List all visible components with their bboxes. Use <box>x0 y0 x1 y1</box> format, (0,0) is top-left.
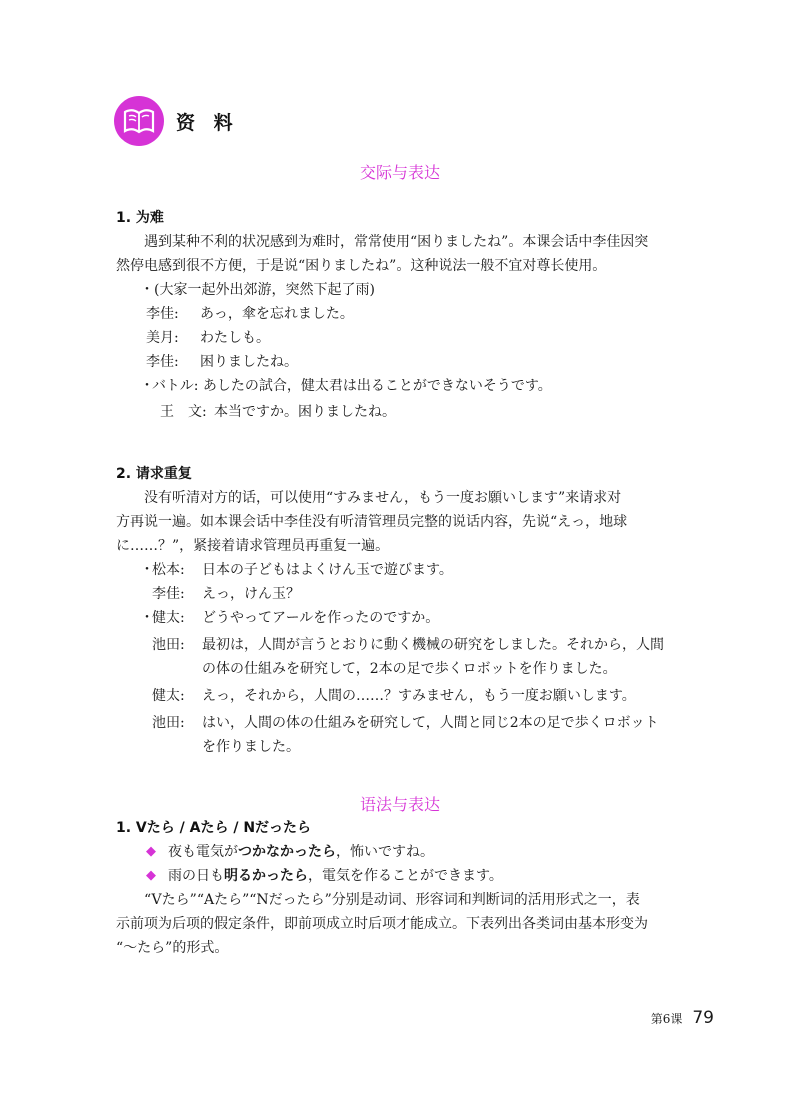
utterance-line: 最初は，人間が言うとおりに動く機械の研究をしました。それから，人間 <box>202 637 664 653</box>
bullet: ・ <box>140 562 154 578</box>
utterance: 日本の子どもはよくけん玉で遊びます。 <box>202 562 453 578</box>
dialogue-line <box>116 582 728 606</box>
dialogue-line <box>116 633 728 681</box>
section-badge <box>114 96 239 146</box>
utterance: えっ，けん玉？ <box>202 586 300 602</box>
utterance: あっ，傘を忘れました。 <box>200 306 354 322</box>
paragraph-line: に……？”，紧接着请求管理员再重复一遍。 <box>116 538 390 554</box>
speaker: 池田: <box>152 715 185 731</box>
dialogue-line <box>116 350 728 374</box>
paragraph-line: 没有听清对方的话，可以使用“すみません，もう一度お願いします”来请求对 <box>144 490 622 506</box>
speaker: 李佳: <box>152 586 185 602</box>
paragraph-line: 方再说一遍。如本课会话中李佳没有听清管理员完整的说话内容，先说“えっ，地球 <box>116 514 628 530</box>
sentence-part: 雨の日も <box>168 868 224 884</box>
diamond-bullet-icon: ◆ <box>146 844 156 859</box>
dialogue-line <box>116 684 728 708</box>
topic-request-repeat <box>116 462 728 759</box>
open-book-icon <box>114 96 164 146</box>
utterance: 本当ですか。困りましたね。 <box>214 404 396 420</box>
topic-title: 2. 请求重复 <box>116 466 192 482</box>
speaker: 池田: <box>152 637 185 653</box>
utterance-line: の体の仕組みを研究して，2本の足で歩くロボットを作りました。 <box>202 661 617 677</box>
utterance: わたしも。 <box>200 330 270 346</box>
dialogue-line <box>116 558 728 582</box>
section-heading-communication: 交际与表达 <box>359 163 440 182</box>
speaker: 美月: <box>146 330 179 346</box>
topic-title: 1. 为难 <box>116 210 164 226</box>
example-sentence <box>116 840 728 864</box>
lesson-label: 第6课 <box>650 1012 683 1026</box>
diamond-bullet-icon: ◆ <box>146 868 156 883</box>
dialogue-line <box>116 606 728 630</box>
page-footer <box>651 1008 714 1028</box>
paragraph-line: 遇到某种不利的状况感到为难时，常常使用“困りましたね”。本课会话中李佳因突 <box>144 234 649 250</box>
sentence-part: ，電気を作ることができます。 <box>308 868 503 884</box>
dialogue-line <box>116 326 728 350</box>
example-context <box>116 278 728 302</box>
paragraph-line: 然停电感到很不方便，于是说“困りましたね”。这种说法一般不宜对尊长使用。 <box>116 258 607 274</box>
page-number: 79 <box>692 1008 714 1028</box>
dialogue-line <box>116 302 728 326</box>
topic-tara-conditional <box>116 816 728 960</box>
paragraph-line: 示前项为后项的假定条件，即前项成立时后项才能成立。下表列出各类词由基本形变为 <box>116 916 648 932</box>
speaker: 李佳: <box>146 306 179 322</box>
sentence-part: ，怖いですね。 <box>336 844 434 860</box>
speaker: 王 文: <box>160 404 207 420</box>
speaker: 李佳: <box>146 354 179 370</box>
sentence-part: 夜も電気が <box>168 844 238 860</box>
speaker: 健太: <box>152 688 185 704</box>
utterance-line: はい，人間の体の仕組みを研究して，人間と同じ2本の足で歩くロボット <box>202 715 659 731</box>
highlighted-form: つかなかったら <box>238 844 336 860</box>
utterance: あしたの試合，健太君は出ることができないそうです。 <box>202 378 552 394</box>
paragraph-line: “Vたら”“Aたら”“Nだったら”分别是动词、形容词和判断词的活用形式之一，表 <box>144 892 640 908</box>
speaker: 松本: <box>152 562 185 578</box>
topic-title: 1. Vたら / Aたら / Nだったら <box>116 820 312 836</box>
paragraph-line: “～たら”的形式。 <box>116 940 229 956</box>
utterance: えっ，それから，人間の……？すみません，もう一度お願いします。 <box>202 688 636 704</box>
dialogue-line <box>116 711 728 759</box>
utterance: 困りましたね。 <box>200 354 298 370</box>
bullet: ・ <box>140 610 154 626</box>
utterance-line: を作りました。 <box>202 739 300 755</box>
speaker: バトル: <box>152 378 199 394</box>
highlighted-form: 明るかったら <box>224 868 308 884</box>
section-title: 资 料 <box>176 111 239 134</box>
bullet: ・ <box>140 378 154 394</box>
example-context-text: ・(大家一起外出郊游，突然下起了雨) <box>140 282 375 298</box>
utterance: どうやってアールを作ったのですか。 <box>202 610 440 626</box>
topic-embarrassment <box>116 206 728 424</box>
dialogue-line <box>116 400 728 424</box>
section-heading-grammar: 语法与表达 <box>359 795 440 814</box>
example-sentence <box>116 864 728 888</box>
dialogue-line <box>116 374 728 398</box>
speaker: 健太: <box>152 610 185 626</box>
